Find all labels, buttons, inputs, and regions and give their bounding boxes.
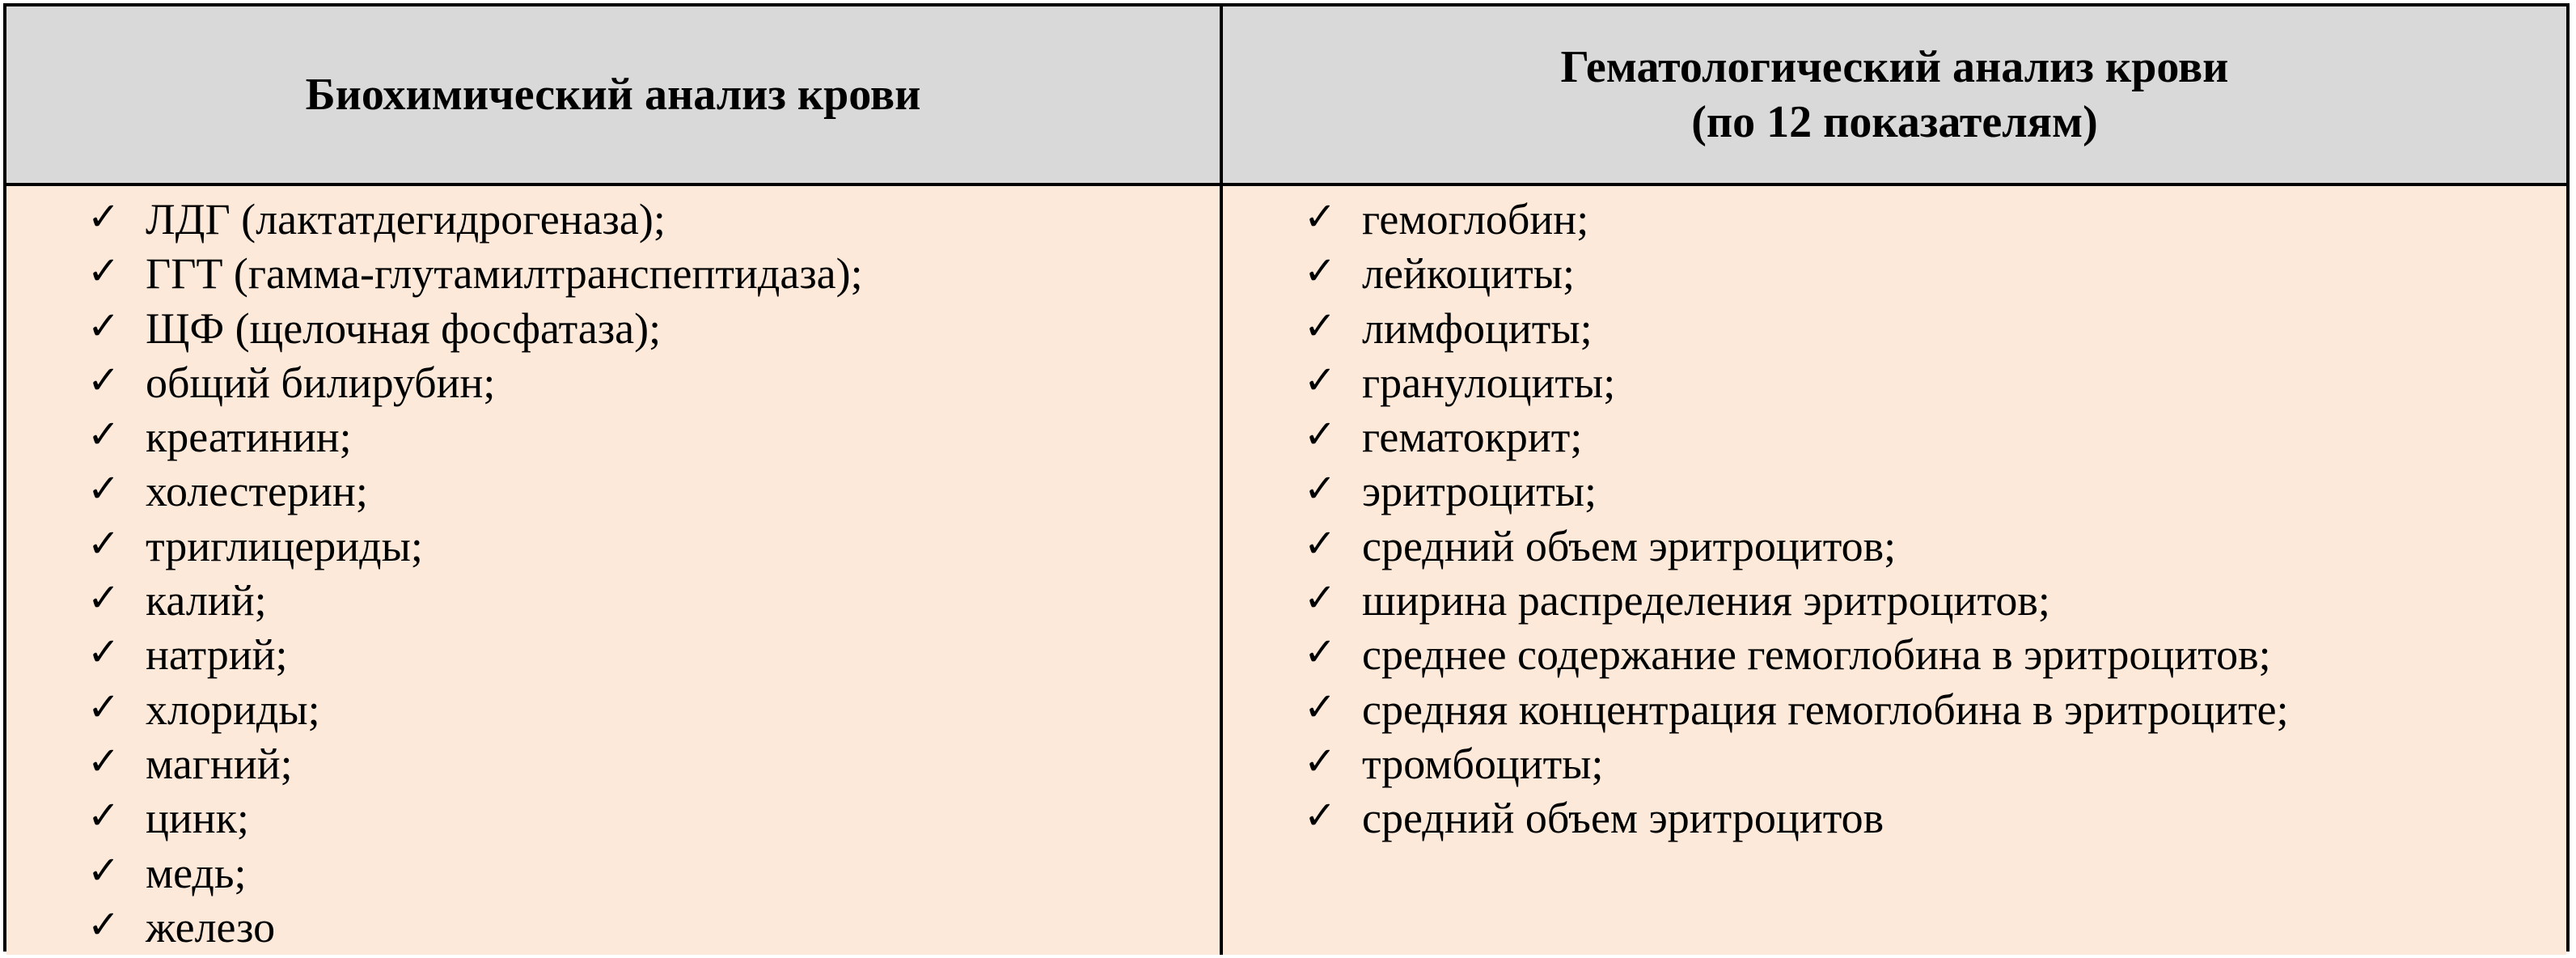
check-icon: ✓ [1304, 412, 1337, 458]
check-icon: ✓ [87, 466, 121, 512]
item-text: ширина распределения эритроцитов; [1362, 576, 2050, 625]
list-item [6, 791, 1220, 846]
item-text: лимфоциты; [1362, 303, 1593, 353]
header-hematological [1223, 6, 2566, 186]
item-text: магний; [146, 739, 293, 788]
item-text: медь; [146, 848, 247, 897]
item-text: натрий; [146, 630, 288, 680]
check-icon: ✓ [1304, 575, 1337, 621]
list-item [1223, 464, 2566, 519]
list-item [6, 574, 1220, 628]
item-text: средний объем эритроцитов [1362, 794, 1884, 843]
item-text: хлориды; [146, 685, 320, 734]
item-text: тромбоциты; [1362, 739, 1604, 788]
list-item [6, 519, 1220, 574]
hematological-list [1223, 193, 2566, 846]
check-icon: ✓ [87, 412, 121, 458]
check-icon: ✓ [87, 520, 121, 566]
list-item [1223, 628, 2566, 682]
item-text: ЛДГ (лактатдегидрогеназа); [146, 195, 666, 244]
item-text: цинк; [146, 794, 249, 843]
biochemical-list [6, 193, 1220, 955]
item-text: гематокрит; [1362, 413, 1583, 462]
check-icon: ✓ [87, 357, 121, 403]
hematological-list-cell [1223, 186, 2566, 955]
item-text: среднее содержание гемоглобина в эритроцитов; [1362, 630, 2271, 680]
item-text: ГГТ (гамма-глутамилтранспептидаза); [146, 249, 863, 299]
check-icon: ✓ [1304, 793, 1337, 839]
check-icon: ✓ [87, 684, 121, 730]
list-item [6, 464, 1220, 519]
list-item [1223, 356, 2566, 410]
item-text: ЩФ (щелочная фосфатаза); [146, 303, 662, 353]
list-item [6, 683, 1220, 737]
check-icon: ✓ [1304, 303, 1337, 349]
check-icon: ✓ [87, 847, 121, 893]
check-icon: ✓ [87, 575, 121, 621]
item-text: гранулоциты; [1362, 358, 1616, 407]
check-icon: ✓ [87, 303, 121, 349]
list-item [1223, 574, 2566, 628]
list-item [6, 846, 1220, 901]
check-icon: ✓ [87, 629, 121, 676]
item-text: калий; [146, 576, 267, 625]
check-icon: ✓ [1304, 357, 1337, 403]
list-item [6, 193, 1220, 247]
item-text: холестерин; [146, 467, 368, 516]
list-item [1223, 193, 2566, 247]
list-item [6, 901, 1220, 955]
list-item [1223, 683, 2566, 737]
header-biochemical-line-1: Биохимический анализ крови [305, 70, 921, 120]
list-item [1223, 410, 2566, 464]
item-text: лейкоциты; [1362, 249, 1575, 299]
list-item [6, 628, 1220, 682]
check-icon: ✓ [1304, 738, 1337, 784]
check-icon: ✓ [1304, 629, 1337, 676]
biochemical-list-cell [6, 186, 1223, 955]
check-icon: ✓ [87, 194, 121, 240]
item-text: эритроциты; [1362, 467, 1597, 516]
list-item [1223, 519, 2566, 574]
list-item [6, 356, 1220, 410]
header-hematological-line-1: Гематологический анализ крови [1560, 42, 2229, 92]
check-icon: ✓ [87, 901, 121, 947]
header-biochemical [6, 6, 1223, 186]
list-item [6, 302, 1220, 356]
check-icon: ✓ [87, 793, 121, 839]
list-item [1223, 791, 2566, 846]
item-text: общий билирубин; [146, 358, 496, 407]
analysis-table [3, 3, 2570, 952]
check-icon: ✓ [1304, 684, 1337, 730]
list-item [1223, 302, 2566, 356]
item-text: средний объем эритроцитов; [1362, 521, 1897, 570]
item-text: триглицериды; [146, 521, 423, 570]
list-item [6, 737, 1220, 791]
check-icon: ✓ [1304, 194, 1337, 240]
header-hematological-line-2: (по 12 показателям) [1691, 97, 2098, 147]
list-item [6, 410, 1220, 464]
check-icon: ✓ [1304, 520, 1337, 566]
list-item [1223, 247, 2566, 301]
check-icon: ✓ [87, 248, 121, 295]
check-icon: ✓ [1304, 248, 1337, 295]
item-text: гемоглобин; [1362, 195, 1589, 244]
check-icon: ✓ [87, 738, 121, 784]
list-item [1223, 737, 2566, 791]
item-text: средняя концентрация гемоглобина в эритроците; [1362, 685, 2289, 734]
list-item [6, 247, 1220, 301]
check-icon: ✓ [1304, 466, 1337, 512]
item-text: железо [146, 902, 276, 952]
item-text: креатинин; [146, 413, 352, 462]
